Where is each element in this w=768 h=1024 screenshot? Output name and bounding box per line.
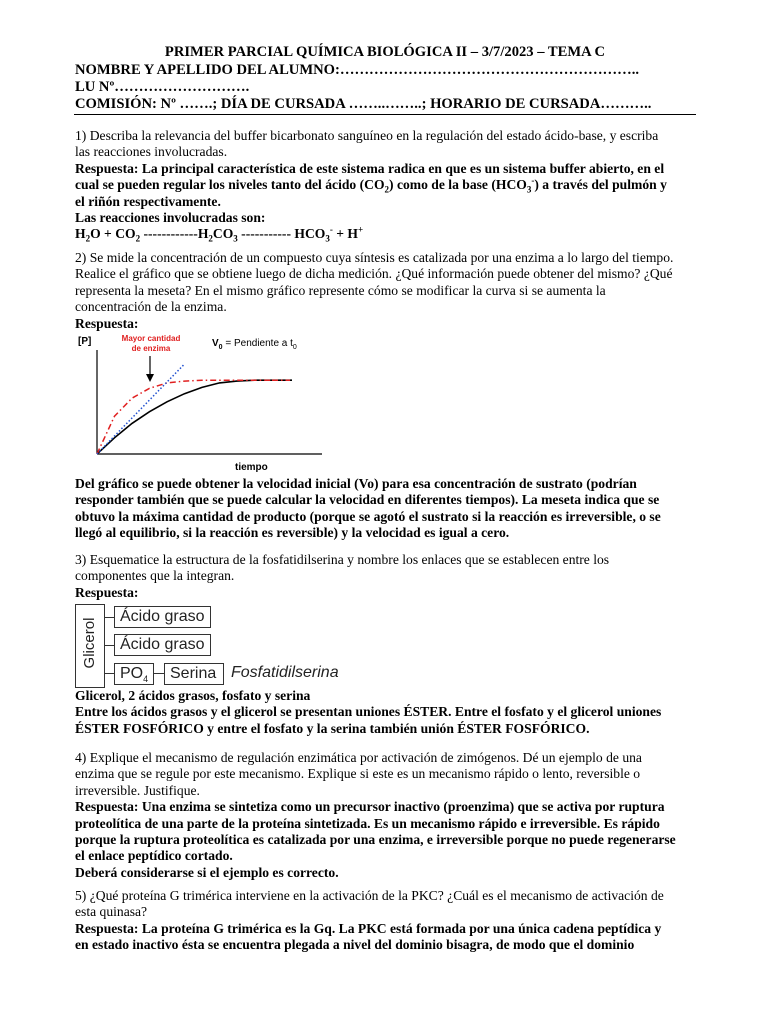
lu-line: LU Nº……………………….	[75, 79, 250, 95]
phosphate-box: $PO_4$	[114, 663, 154, 685]
v0-annotation: $V_0$ = Pendiente a $t_0$	[212, 338, 297, 351]
q1-reactions-label: Las reacciones involucradas son:	[75, 210, 266, 226]
enzyme-annotation-line-2: de enzima	[131, 344, 171, 353]
chart-axes	[97, 350, 322, 454]
q4-text-a: 4) Explique el mecanismo de regulación enzimática por activación de zimógenos. Dé un ejemplo de una	[75, 750, 642, 765]
question-3	[75, 552, 695, 601]
glycerol-box	[75, 604, 105, 688]
series-line-2	[97, 380, 272, 454]
q3-answer-a: Glicerol, 2 ácidos grasos, fosfato y serina	[75, 688, 311, 703]
exam-title: PRIMER PARCIAL QUÍMICA BIOLÓGICA II – 3/7/2023 – TEMA C	[164, 44, 606, 60]
q3-answer-label: Respuesta:	[75, 584, 139, 600]
q1-text-a: 1) Describa la relevancia del buffer bicarbonato sanguíneo en la regulación del estado ácido-base, y escriba	[75, 128, 659, 143]
question-5	[75, 888, 695, 954]
q4-text-b: enzima que se regule por este mecanismo. Explique si este es un mecanismo rápido o lento, reversible o	[75, 766, 641, 782]
q2-answer-label: Respuesta:	[75, 315, 139, 331]
q4-answer-b: proteolítica de una parte de la proteína sintetizada. Es un mecanismo rápido e irreversible. Es rápido	[75, 815, 660, 831]
q2-answer	[75, 476, 695, 542]
q3-answer	[75, 688, 695, 737]
question-1	[75, 128, 695, 243]
series-line-1	[97, 380, 272, 454]
q3-answer-b: Entre los ácidos grasos y el glicerol se presentan uniones ÉSTER. Entre el fosfato y el glicerol uniones	[75, 704, 662, 720]
enzyme-arrow	[146, 356, 154, 382]
fatty-acid-2-box: Ácido graso	[114, 634, 211, 656]
series-line-3	[97, 364, 185, 454]
q2-text-c: representa la meseta? En el mismo gráfico represente cómo se modificar la curva si se aumenta la	[75, 282, 606, 298]
product-vs-time-chart	[75, 330, 325, 475]
q5-text-b: esta quinasa?	[75, 904, 148, 920]
q3-text-a: 3) Esquematice la estructura de la fosfatidilserina y nombre los enlaces que se establecen entre los	[75, 552, 610, 567]
q2-text-d: concentración de la enzima.	[75, 299, 227, 315]
enzyme-annotation-line-1: Mayor cantidad	[121, 334, 181, 343]
chart-marks	[97, 364, 292, 454]
question-4	[75, 750, 695, 881]
chart-svg	[75, 330, 325, 475]
q5-text-a: 5) ¿Qué proteína G trimérica interviene en la activación de la PKC? ¿Cuál es el mecanismo de activación de	[75, 888, 664, 903]
question-2	[75, 250, 695, 332]
serine-box: Serina	[164, 663, 224, 685]
q1-reaction-equation: $H_2O + CO_2$ $------------H_2CO_3$ ----------- $HCO_3^- + H^+$	[75, 224, 364, 245]
commission-line: COMISIÓN: Nº …….; DÍA DE CURSADA ……..……..; HORARIO DE CURSADA………..	[75, 96, 652, 112]
bond-line-4	[154, 673, 164, 674]
q4-answer-e: Deberá considerarse si el ejemplo es correcto.	[75, 864, 339, 880]
q2-answer-b: responder también que se puede calcular la velocidad en diferentes tiempos). La meseta indica que se	[75, 492, 660, 508]
q2-answer-d: llegó al equilibrio, si la reacción es reversible) y la velocidad es igual a cero.	[75, 525, 510, 541]
header-divider	[74, 114, 696, 115]
q5-answer-a: Respuesta: La proteína G trimérica es la Gq. La PKC está formada por una única cadena peptídica y	[75, 920, 662, 936]
q2-answer-a: Del gráfico se puede obtener la velocidad inicial (Vo) para esa concentración de sustrato (podrían	[75, 476, 637, 491]
q1-answer-c: el riñón respectivamente.	[75, 193, 221, 209]
q4-answer-c: porque la ruptura proteolítica es catalizada por una enzima, e irreversible porque no puede regenerarse	[75, 832, 676, 848]
q4-text-c: irreversible. Justifique.	[75, 782, 200, 798]
y-axis-label: [P]	[78, 336, 92, 347]
q2-text-b: Realice el gráfico que se obtiene luego de dicha medición. ¿Qué información puede obtener del mismo? ¿Qué	[75, 266, 673, 282]
diagram-caption: Fosfatidilserina	[231, 664, 339, 681]
x-axis-label: tiempo	[235, 462, 268, 473]
q4-answer-d: el enlace peptídico cortado.	[75, 848, 233, 864]
glycerol-label: Glicerol	[81, 617, 98, 669]
student-name-line: NOMBRE Y APELLIDO DEL ALUMNO:……………………………………………………..	[75, 62, 640, 78]
fatty-acid-1-box: Ácido graso	[114, 606, 211, 628]
q3-text-b: componentes que la integran.	[75, 568, 235, 584]
q1-answer-a: Respuesta: La principal característica de este sistema radica en que es un sistema buffer abierto, en el	[75, 160, 665, 176]
q2-text-a: 2) Se mide la concentración de un compuesto cuya síntesis es catalizada por una enzima a lo largo del tiempo.	[75, 250, 674, 265]
q1-answer-b: cual se pueden regular los niveles tanto del ácido $(CO_2)$ como de la base $(HCO_3^-)$ a través del pulmón y	[75, 175, 667, 195]
q1-text-b: las reacciones involucradas.	[75, 144, 228, 160]
q5-answer-b: en estado inactivo ésta se encuentra plegada a nivel del dominio bisagra, de modo que el dominio	[75, 937, 635, 953]
q2-answer-c: obtuvo la máxima cantidad de producto (porque se agotó el sustrato si la reacción es irreversible, o se	[75, 508, 661, 524]
phosphatidylserine-diagram	[75, 604, 375, 688]
q4-answer-a: Respuesta: Una enzima se sintetiza como un precursor inactivo (proenzima) que se activa por ruptura	[75, 799, 665, 815]
q3-answer-c: ÉSTER FOSFÓRICO y entre el fosfato y la serina también unión ÉSTER FOSFÓRICO.	[75, 720, 590, 736]
